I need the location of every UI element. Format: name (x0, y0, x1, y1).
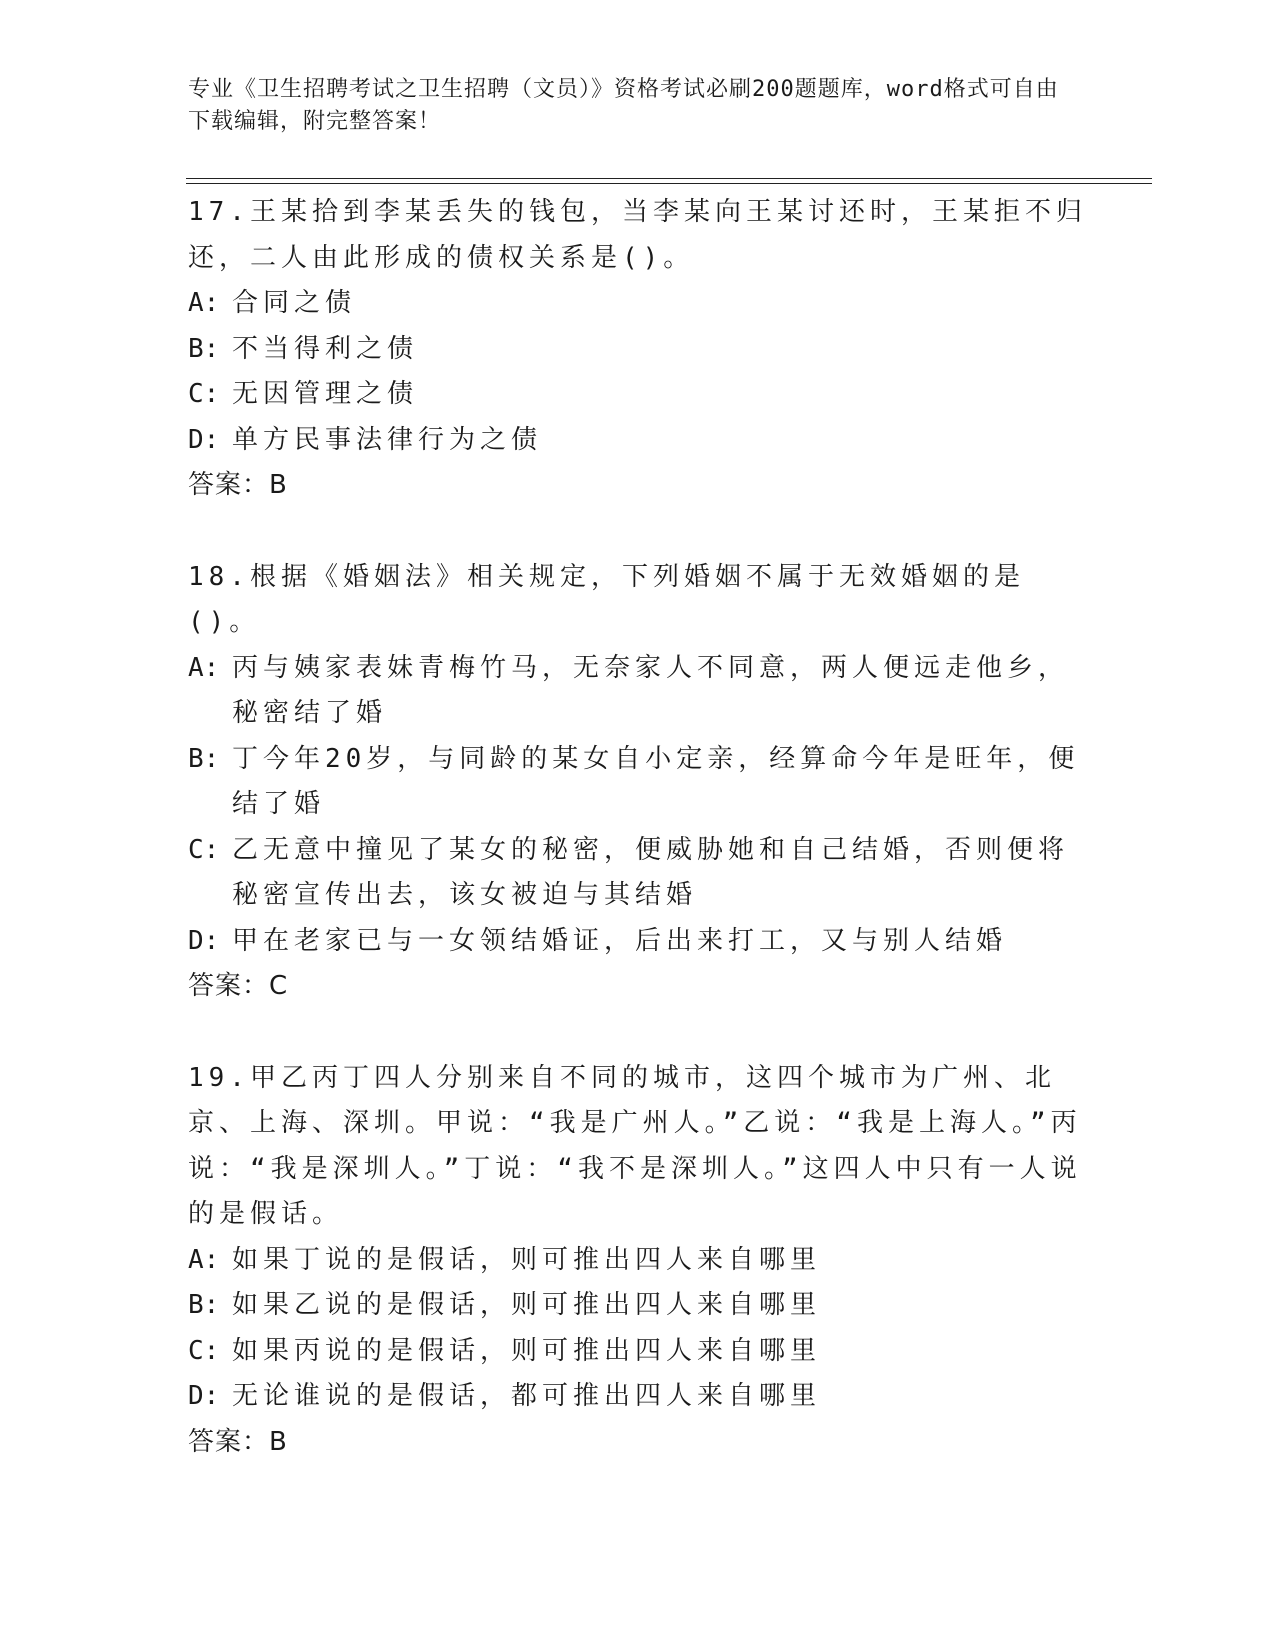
option-key: C: (188, 379, 220, 409)
header-divider-top (186, 178, 1152, 179)
question-list (188, 190, 1088, 1511)
option-key: D: (188, 925, 220, 956)
option-key: C: (188, 834, 220, 865)
document-header: 专业《卫生招聘考试之卫生招聘（文员）》资格考试必刷200题题库，word格式可自由下载编辑，附完整答案！ (188, 77, 1059, 134)
question-stem: 18.根据《婚姻法》相关规定，下列婚姻不属于无效婚姻的是()。 (188, 561, 1025, 637)
option-key: A: (188, 1244, 220, 1275)
question-stem: 17.王某拾到李某丢失的钱包，当李某向王某讨还时，王某拒不归还，二人由此形成的债权关系是()。 (188, 197, 1087, 273)
option-d (188, 1374, 1088, 1420)
option-b (188, 737, 1088, 828)
option-key: A: (188, 652, 220, 683)
question-19 (188, 1056, 1088, 1466)
option-key: B: (188, 333, 220, 364)
option-d (188, 418, 1088, 464)
answer-label: 答案：C (188, 971, 289, 1001)
option-key: B: (188, 743, 220, 774)
option-text: 不当得利之债 (232, 333, 419, 364)
option-key: B: (188, 1290, 220, 1320)
option-text: 无因管理之债 (232, 379, 419, 409)
option-key: D: (188, 1381, 220, 1411)
option-text: 丁今年20岁，与同龄的某女自小定亲，经算命今年是旺年，便结了婚 (232, 743, 1080, 819)
option-c (188, 372, 1088, 418)
question-stem: 19.甲乙丙丁四人分别来自不同的城市，这四个城市为广州、北京、上海、深圳。甲说：“我是广州人。”乙说：“我是上海人。”丙说：“我是深圳人。”丁说：“我不是深圳人。”这四人中只有一人说的是假话。 (188, 1062, 1082, 1229)
option-a (188, 1238, 1088, 1284)
option-a (188, 646, 1088, 737)
option-text: 乙无意中撞见了某女的秘密，便威胁她和自己结婚，否则便将秘密宣传出去，该女被迫与其结婚 (232, 834, 1070, 910)
option-text: 如果乙说的是假话，则可推出四人来自哪里 (232, 1290, 822, 1320)
header-divider-bottom (186, 183, 1152, 184)
option-key: C: (188, 1335, 220, 1366)
option-b (188, 1283, 1088, 1329)
option-a (188, 281, 1088, 327)
option-text: 甲在老家已与一女领结婚证，后出来打工，又与别人结婚 (232, 925, 1008, 956)
option-text: 丙与姨家表妹青梅竹马，无奈家人不同意，两人便远走他乡，秘密结了婚 (232, 652, 1070, 728)
option-b (188, 327, 1088, 373)
option-text: 无论谁说的是假话，都可推出四人来自哪里 (232, 1381, 822, 1411)
answer-label: 答案：B (188, 470, 288, 500)
option-c (188, 1329, 1088, 1375)
option-d (188, 919, 1088, 965)
question-18 (188, 555, 1088, 1010)
option-text: 如果丁说的是假话，则可推出四人来自哪里 (232, 1244, 822, 1275)
option-text: 单方民事法律行为之债 (232, 424, 543, 455)
option-key: A: (188, 288, 220, 318)
question-17 (188, 190, 1088, 509)
option-key: D: (188, 424, 220, 455)
option-c (188, 828, 1088, 919)
answer-label: 答案：B (188, 1426, 288, 1457)
option-text: 如果丙说的是假话，则可推出四人来自哪里 (232, 1335, 822, 1366)
option-text: 合同之债 (232, 288, 357, 318)
